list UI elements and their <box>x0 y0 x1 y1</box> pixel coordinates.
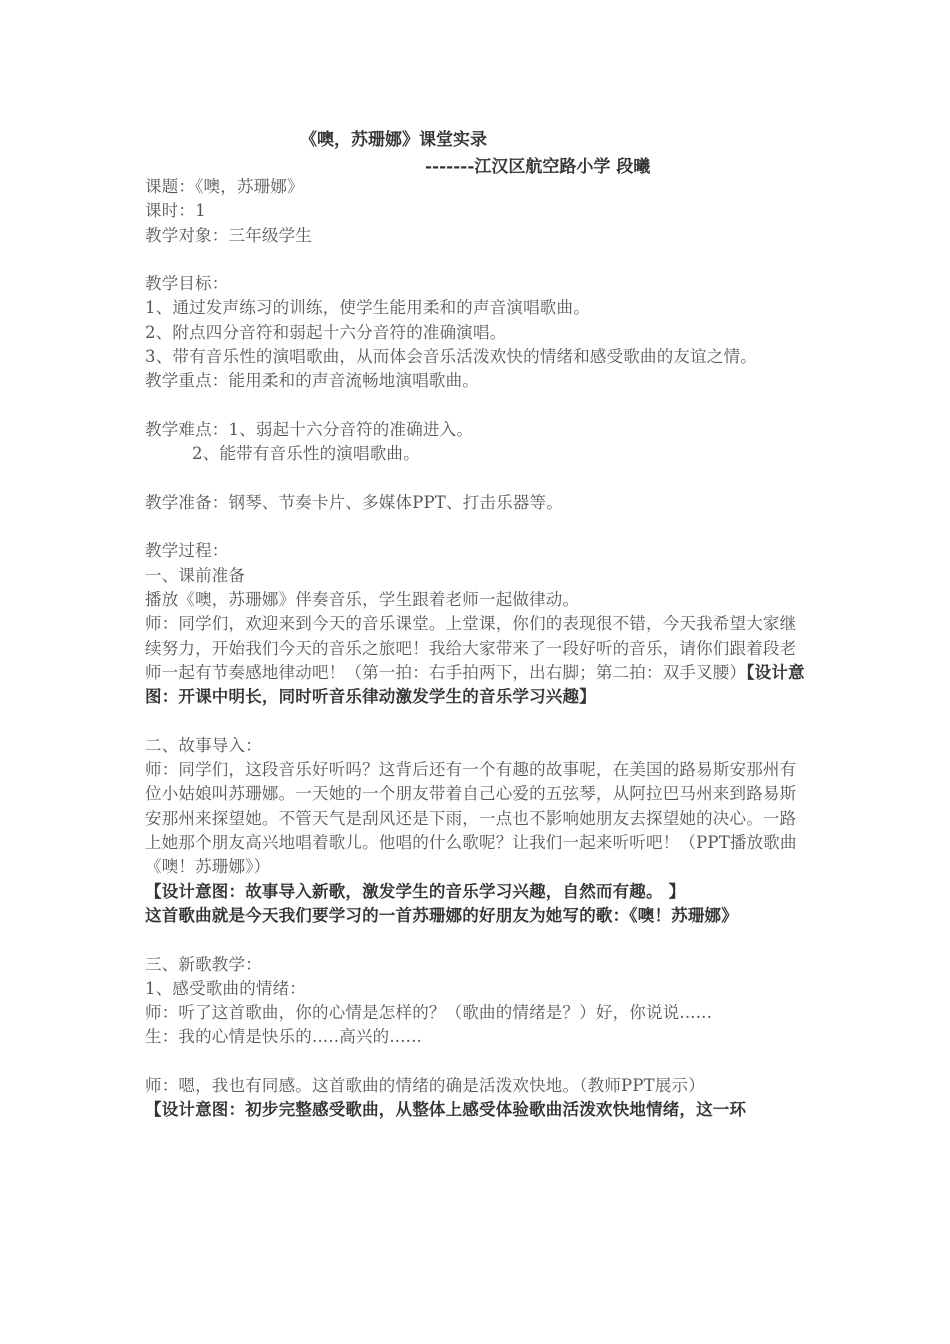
section-1-heading: 一、课前准备 <box>145 565 246 585</box>
author-byline: -------江汉区航空路小学 段曦 <box>425 157 651 177</box>
section-3-heading: 三、新歌教学： <box>145 954 262 974</box>
objectives-heading: 教学目标： <box>145 274 229 294</box>
design-intent-2: 【设计意图：故事导入新歌，激发学生的音乐学习兴趣，自然而有趣。 】 <box>145 881 686 901</box>
teacher-question: 师：听了这首歌曲，你的心情是怎样的？（歌曲的情绪是？）好，你说说...... <box>145 1003 713 1023</box>
section-2-heading: 二、故事导入： <box>145 735 262 755</box>
subsection-1-heading: 1、感受歌曲的情绪： <box>145 978 306 998</box>
teacher-speech: 师：同学们，欢迎来到今天的音乐课堂。上堂课，你们的表现很不错，今天我希望大家继续努力，开始我们今天的音乐之旅吧！我给大家带来了一段好听的音乐，请你们跟着段老师一起有节奏感地律动吧！（第一拍：右手拍两下，出右脚；第二拍：双手叉腰） <box>145 614 797 682</box>
document-title: 《噢，苏珊娜》课堂实录 <box>300 130 487 150</box>
document-body <box>145 175 810 1123</box>
blank-line <box>145 394 810 418</box>
blank-line <box>145 515 810 539</box>
blank-line <box>145 1050 810 1074</box>
teacher-response: 师：嗯，我也有同感。这首歌曲的情绪的确是活泼欢快地。（教师PPT展示） <box>145 1075 705 1095</box>
target-students: 教学对象：三年级学生 <box>145 225 312 245</box>
section-1-paragraph <box>145 612 810 709</box>
blank-line <box>145 248 810 272</box>
objective-1: 1、通过发声练习的训练，使学生能用柔和的声音演唱歌曲。 <box>145 298 590 318</box>
design-intent-1: 【设计意图：开课中明长，同时听音乐律动激发学生的音乐学习兴趣】 <box>145 662 805 707</box>
objective-3: 3、带有音乐性的演唱歌曲，从而体会音乐活泼欢快的情绪和感受歌曲的友谊之情。 <box>145 347 757 367</box>
blank-line <box>145 928 810 952</box>
difficulty-1: 教学难点：1、弱起十六分音符的准确进入。 <box>145 419 473 439</box>
student-answer: 生：我的心情是快乐的.....高兴的...... <box>145 1027 422 1047</box>
preparation: 教学准备：钢琴、节奏卡片、多媒体PPT、打击乐器等。 <box>145 492 563 512</box>
design-intent-3: 【设计意图：初步完整感受歌曲，从整体上感受体验歌曲活泼欢快地情绪，这一环 <box>145 1100 747 1120</box>
course-topic: 课题：《噢，苏珊娜》 <box>145 177 304 196</box>
blank-line <box>145 710 810 734</box>
key-points: 教学重点：能用柔和的声音流畅地演唱歌曲。 <box>145 371 479 391</box>
story-paragraph: 师：同学们，这段音乐好听吗？这背后还有一个有趣的故事呢，在美国的路易斯安那州有位小姑娘叫苏珊娜。一天她的一个朋友带着自己心爱的五弦琴，从阿拉巴马州来到路易斯安那州来探望她。不管天气是刮风还是下雨，一点也不影响她朋友去探望她的决心。一路上她那个朋友高兴地唱着歌儿。他唱的什么歌呢？让我们一起来听听吧！（PPT播放歌曲《噢！苏珊娜》） <box>145 760 797 877</box>
process-heading: 教学过程： <box>145 541 229 561</box>
difficulty-2: 2、能带有音乐性的演唱歌曲。 <box>192 444 420 464</box>
objective-2: 2、附点四分音符和弱起十六分音符的准确演唱。 <box>145 322 507 342</box>
class-hours: 课时：1 <box>145 201 206 221</box>
section-1-intro: 播放《噢，苏珊娜》伴奏音乐，学生跟着老师一起做律动。 <box>145 590 580 610</box>
blank-line <box>145 467 810 491</box>
song-introduction: 这首歌曲就是今天我们要学习的一首苏珊娜的好朋友为她写的歌：《噢！苏珊娜》 <box>145 905 738 925</box>
